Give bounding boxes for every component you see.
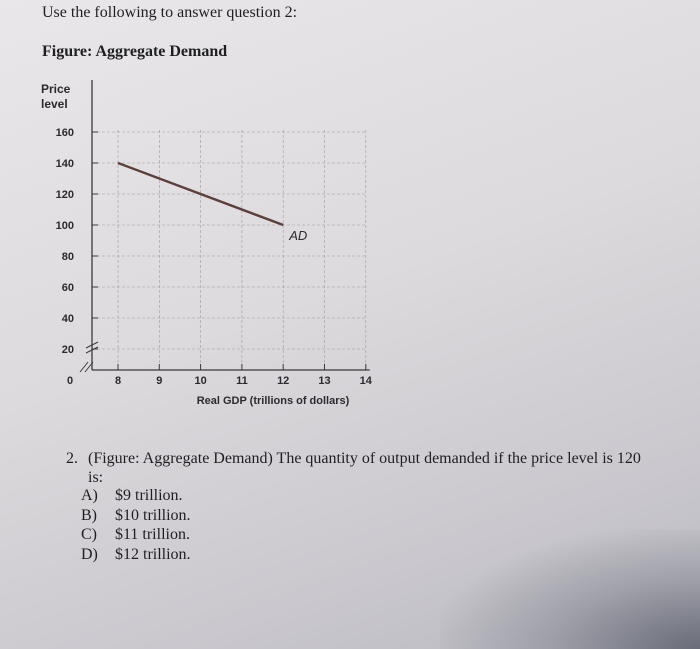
y-tick-label: 20 — [61, 344, 74, 356]
option-letter: C) — [81, 526, 97, 543]
grid-lines — [92, 130, 366, 370]
option-b[interactable] — [81, 506, 191, 526]
option-letter: D) — [81, 545, 98, 563]
ad-curve-label: AD — [289, 228, 308, 243]
answer-options — [81, 486, 191, 564]
x-tick-label: 9 — [156, 375, 163, 387]
option-text: $10 trillion. — [115, 506, 191, 524]
x-tick-label: 10 — [194, 375, 207, 387]
option-d[interactable] — [81, 545, 191, 565]
y-axis-label-line1: Price — [41, 82, 71, 96]
y-tick-label: 120 — [55, 189, 74, 201]
option-a[interactable] — [81, 486, 191, 506]
origin-label: 0 — [66, 375, 74, 387]
option-letter: B) — [81, 506, 97, 524]
y-tick-label: 40 — [61, 313, 74, 325]
y-tick-label: 160 — [55, 127, 74, 139]
y-tick-label: 60 — [61, 282, 74, 294]
x-tick-label: 13 — [318, 375, 331, 387]
photo-shadow — [440, 529, 700, 649]
figure-title: Figure: Aggregate Demand — [42, 43, 228, 60]
option-c[interactable] — [81, 525, 191, 545]
x-tick-label: 12 — [277, 375, 290, 387]
option-letter: A) — [81, 487, 98, 504]
y-tick-label: 100 — [55, 220, 74, 232]
x-break-mark — [80, 362, 93, 372]
y-axis-label-line2: level — [41, 97, 68, 111]
x-ticks — [115, 364, 373, 387]
option-text: $12 trillion. — [115, 545, 191, 563]
question-number: 2. — [66, 450, 78, 467]
y-tick-label: 80 — [61, 251, 74, 263]
x-tick-label: 14 — [359, 375, 372, 387]
x-tick-label: 8 — [114, 375, 122, 387]
question-text: (Figure: Aggregate Demand) The quantity of output demanded if the price level is 120 — [88, 450, 641, 467]
intro-text: Use the following to answer question 2: — [42, 4, 298, 21]
x-tick-label: 11 — [236, 375, 248, 387]
x-axis-label: Real GDP (trillions of dollars) — [196, 395, 350, 407]
series-layer — [118, 163, 307, 243]
option-text: $11 trillion. — [115, 526, 190, 543]
axis-break-mark — [80, 342, 98, 372]
option-text: $9 trillion. — [115, 487, 183, 504]
question-text-continued: is: — [88, 469, 104, 486]
y-tick-label: 140 — [55, 158, 74, 170]
